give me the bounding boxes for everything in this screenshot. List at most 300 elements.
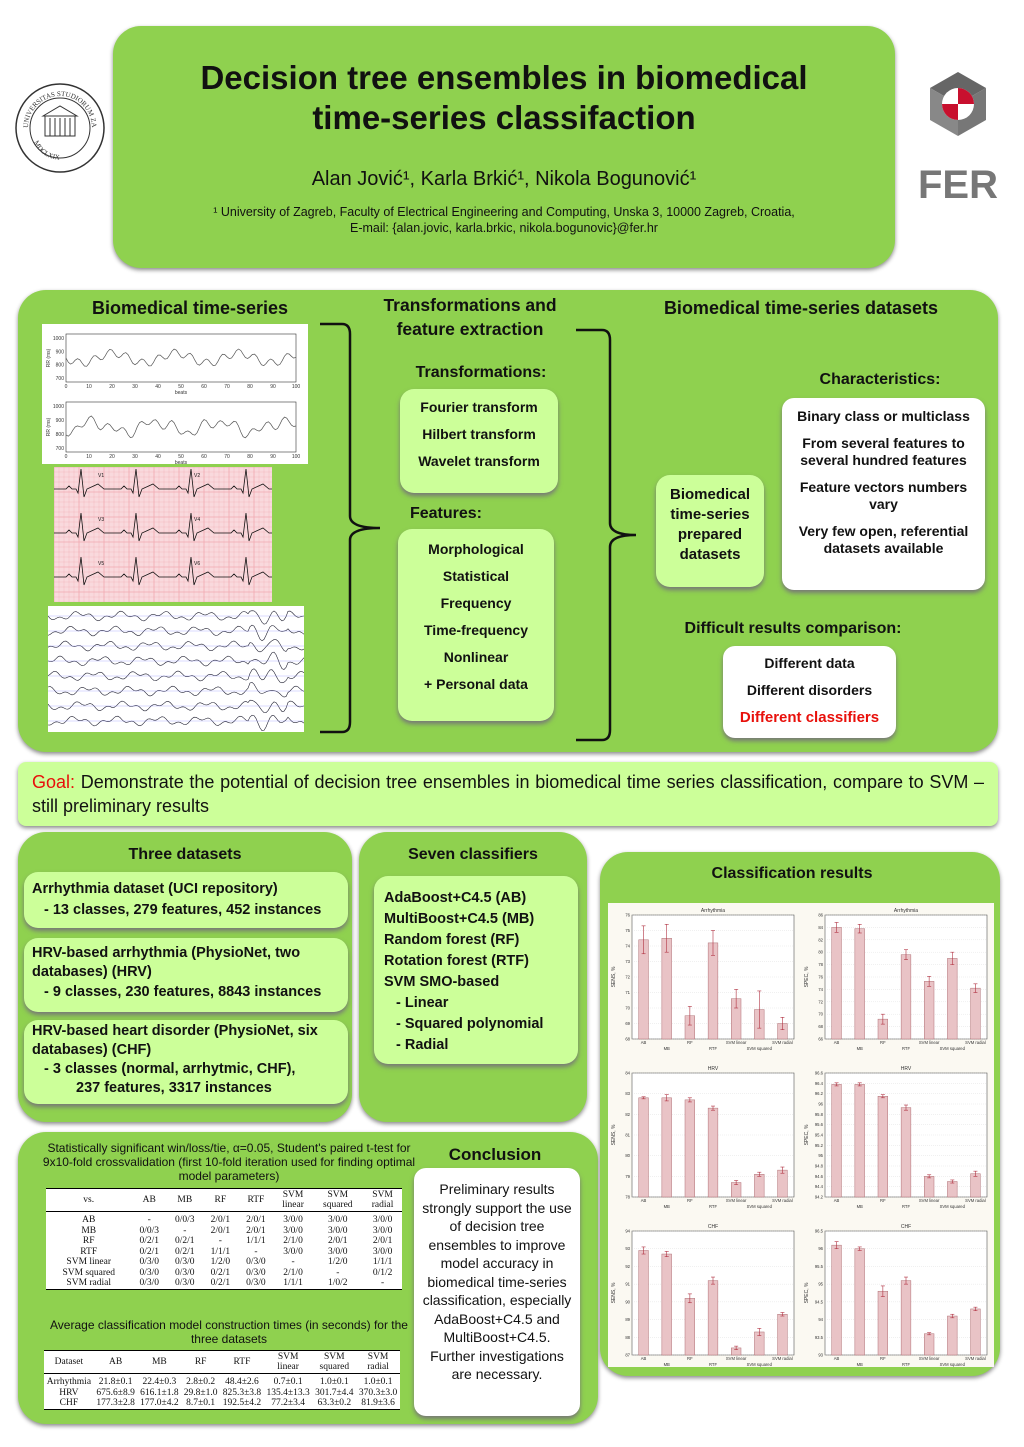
table-cell: 2/0/1 [210,1225,231,1236]
chart-bar [947,1182,957,1198]
classifier-subitem: - Linear [396,995,449,1011]
chart-ytick: 96.6 [814,1070,823,1076]
rr-xtick: 70 [224,384,230,390]
classifier-subitem: - Radial [396,1037,449,1053]
goal-banner [18,762,998,826]
eeg-trace [48,669,304,683]
chart-bar [754,1174,764,1197]
table-cell: 29.8±1.0 [183,1387,218,1398]
characteristic-item: Very few open, referential datasets available [798,523,969,556]
table-header: SVM squared [312,1189,363,1212]
chart-ytick: 88 [625,1334,630,1340]
table-cell: 1/1/1 [283,1278,303,1288]
chart-ytick: 93 [625,1246,630,1252]
results-figure [608,903,994,1367]
rr-xtick: 30 [132,384,138,390]
rr-xtick: 0 [64,454,68,460]
eeg-trace [48,611,304,625]
seal-logo [14,82,106,174]
chart-ytick: 93.5 [814,1334,823,1340]
biomedical-time-series-title: Biomedical time-series [91,298,289,318]
rr-xtick: 50 [178,454,184,460]
rr-xtick: 90 [270,454,276,460]
chart-ytick: 74 [818,986,823,992]
table-header: SVM linear [264,1351,313,1374]
chart-title: HRV [900,1066,912,1072]
table-cell: - [183,1225,187,1236]
ecg-lead-label: V5 [98,561,105,567]
table-cell: 1/1/1 [246,1236,266,1246]
table-cell: 0.7±0.1 [273,1377,303,1387]
ecg-lead-label: V1 [98,473,105,479]
table-cell: 1/1/1 [210,1246,231,1257]
chart-ytick: 68 [625,1036,630,1042]
chart-bar [832,1084,842,1197]
chart-ytick: 81 [625,1132,630,1138]
rr-ylabel: RR (ms) [46,348,52,368]
table-header: RF [181,1351,220,1374]
classifier-item: Rotation forest (RTF) [384,953,529,969]
table-cell: 0/3/0 [246,1257,266,1267]
results-chart [804,1224,987,1367]
table-row [46,1236,402,1247]
chart-xtick: MB [663,1204,670,1209]
chart-title: CHF [707,1224,719,1230]
table-row [44,1374,400,1388]
results-chart [611,1224,794,1367]
table-cell: SVM radial [66,1278,112,1288]
chart-ytick: 72 [625,974,630,980]
feature-item: Morphological [428,541,524,557]
chart-xtick: SVM squared [746,1204,772,1209]
table-cell: 81.9±3.6 [361,1398,395,1408]
chart-ytick: 96.4 [814,1080,823,1086]
table-cell: 0/2/1 [139,1236,159,1246]
table-cell: 1/0/2 [328,1278,348,1288]
rr-ylabel: RR (ms) [46,417,52,437]
table-cell: 2/0/1 [246,1225,266,1236]
table-cell: 2/1/0 [283,1267,303,1278]
chart-bar [901,1281,911,1355]
table-header: SVM squared [312,1351,356,1374]
table-cell: 3/0/0 [283,1246,303,1257]
chart-ytick: 66 [818,1036,823,1042]
chart-ytick: 95.8 [814,1111,823,1117]
chart-ytick: 80 [818,949,823,955]
ecg-trace [54,557,272,585]
chart-bar [855,1249,865,1355]
table-cell: 3/0/0 [328,1215,348,1225]
chart-ytick: 75 [625,928,630,933]
chart-xtick: SVM linear [725,1356,747,1361]
table-cell: 0/2/1 [139,1246,159,1257]
table-cell: MB [81,1225,97,1236]
chart-ytick: 80 [625,1153,630,1159]
table-header: AB [131,1189,167,1212]
chart-ylabel: SPEC, % [804,1282,810,1304]
rr-series-figure [42,324,308,464]
table-cell: 3/0/0 [328,1246,348,1257]
features-box [398,529,554,721]
table-header: RTF [220,1351,264,1374]
difference-item-highlight: Different classifiers [739,709,880,726]
chart-title: CHF [900,1224,912,1230]
chart-bar [855,1084,865,1197]
rr-xtick: 100 [291,384,301,390]
ecg-trace [54,469,272,497]
table-cell: 616.1±1.8 [140,1387,179,1398]
chart-xtick: RTF [708,1362,718,1367]
table-cell: 3/0/0 [328,1225,348,1236]
rr-ytick: 900 [55,418,64,424]
chart-xtick: SVM radial [965,1356,986,1361]
chart-ytick: 95.6 [814,1122,823,1128]
table-cell: 3/0/0 [372,1215,393,1225]
email: E-mail: {alan.jovic, karla.brkic, nikola.bogunovic}@fer.hr [350,221,658,235]
chart-ytick: 73 [625,959,630,964]
chart-xtick: SVM squared [939,1046,965,1051]
rr-xtick: 80 [247,454,253,460]
chart-xtick: AB [640,1356,647,1361]
chart-bar [662,1254,672,1355]
table-header: RTF [238,1189,274,1212]
chart-xtick: RF [687,1040,693,1045]
rr-xtick: 30 [132,454,138,460]
chart-ytick: 82 [625,1111,630,1117]
chart-xtick: RTF [901,1204,911,1209]
table-cell: 675.6±8.9 [96,1387,135,1398]
chart-xtick: SVM linear [918,1040,940,1045]
table-cell: 3/0/0 [372,1246,393,1257]
table-cell: 2.8±0.2 [186,1377,216,1387]
chart-ytick: 91 [625,1281,630,1287]
table-cell: AB [82,1215,96,1225]
datasets-title: Three datasets [128,846,242,863]
chart-bar [924,981,934,1039]
table-cell: 0/3/0 [139,1278,159,1288]
table-cell: Arrhythmia [46,1377,92,1387]
table-header: MB [167,1189,203,1212]
table-cell: 1/2/0 [210,1257,231,1267]
chart-bar [639,1098,649,1197]
table-cell: 77.2±3.4 [271,1398,305,1408]
table-header: MB [138,1351,182,1374]
table-cell: 0/3/0 [175,1257,195,1267]
chart-bar [924,1176,934,1197]
table-cell: 0/3/0 [246,1267,266,1278]
table-cell: 48.4±2.6 [225,1377,259,1387]
table-row [46,1212,402,1226]
goal-label: Goal: [32,772,76,792]
table-cell: 192.5±4.2 [222,1398,262,1408]
results-chart [611,1066,794,1209]
characteristic-item: From several features to several hundred features [800,435,967,468]
chart-bar [662,938,672,1039]
table-cell: CHF [59,1398,79,1408]
chart-xtick: SVM squared [939,1362,965,1367]
classifiers-title: Seven classifiers [408,846,538,863]
rr-xlabel: beats [174,390,188,396]
right-brace [572,326,642,744]
table-row [46,1226,402,1237]
table-cell: 8.7±0.1 [186,1398,216,1408]
chart-ytick: 95 [818,1153,823,1159]
table-row [44,1398,400,1409]
table-cell: 1/1/1 [372,1257,393,1267]
table-cell: 0/0/3 [175,1215,195,1225]
chart-bar [639,1250,649,1355]
difficult-comparison-title: Difficult results comparison: [684,620,902,637]
table-cell: 2/0/1 [210,1215,231,1225]
rr-ytick: 1000 [52,404,64,410]
chart-bar [971,1309,981,1355]
chart-ylabel: SENS, % [611,966,617,988]
chart-xtick: RF [687,1198,693,1203]
results-chart [804,1066,987,1209]
chart-xtick: SVM radial [772,1356,793,1361]
dataset-card-arrhythmia: Arrhythmia dataset (UCI repository) - 13 classes, 279 features, 452 instances [24,872,348,928]
chart-bar [778,1314,788,1355]
rr-ytick: 800 [55,362,64,369]
chart-bar [971,1174,981,1197]
rr-xtick: 60 [201,454,207,460]
chart-xtick: AB [640,1040,647,1045]
times-table [44,1351,400,1409]
left-brace [316,320,386,736]
results-chart [611,908,794,1051]
table-cell: 2/0/1 [328,1236,348,1246]
rr-ytick: 900 [55,349,64,356]
chart-title: Arrhythmia [893,908,919,914]
table-cell: 0/0/3 [139,1225,159,1236]
transformations-subtitle: Transformations: [415,364,547,381]
chart-ytick: 70 [818,1011,823,1017]
chart-xtick: SVM linear [725,1040,747,1045]
chart-bar [639,940,649,1039]
rr-xtick: 90 [270,384,276,390]
chart-ytick: 79 [625,1173,630,1179]
eeg-figure [48,606,304,732]
table-cell: 3/0/0 [372,1225,393,1236]
chart-bar [855,929,865,1039]
table-cell: 177.3±2.8 [96,1398,135,1408]
table-cell: - [147,1215,151,1225]
chart-ytick: 94.5 [814,1299,823,1305]
chart-bar [685,1298,695,1355]
table-cell: 2/0/1 [246,1215,266,1225]
table-cell: 370.3±3.0 [358,1387,398,1398]
feature-item: Statistical [442,568,510,584]
chart-title: Arrhythmia [700,908,726,914]
chart-xtick: SVM radial [965,1040,986,1045]
feature-item: Frequency [440,595,512,611]
features-subtitle: Features: [409,505,483,522]
svg-text:FER: FER [918,163,998,207]
table-cell: 21.8±0.1 [98,1377,133,1387]
rr-xtick: 70 [224,454,230,460]
chart-ytick: 72 [818,999,823,1005]
chart-xtick: RF [880,1040,886,1045]
chart-bar [878,1096,888,1197]
ecg-lead-label: V3 [98,517,105,523]
chart-ytick: 86 [818,912,823,918]
chart-ytick: 94.6 [814,1173,823,1179]
rr-plot-frame [66,334,296,382]
chart-ytick: 94 [818,1317,823,1323]
classifier-subitem: - Squared polynomial [396,1016,544,1032]
chart-xtick: RTF [901,1046,911,1051]
transforms-box [400,389,558,493]
ecg-figure [54,467,272,602]
eeg-trace [48,715,304,731]
rr-ytick: 700 [55,376,64,382]
chart-xtick: SVM radial [965,1198,986,1203]
classifiers-list [374,876,578,1064]
dataset-card-chf: HRV-based heart disorder (PhysioNet, six databases) (CHF) - 3 classes (normal, arrhytmic, CHF), 237 features, 3317 instances [24,1020,348,1104]
rr-ytick: 700 [55,446,64,452]
table-cell: 0/3/0 [139,1267,159,1278]
table-cell: 0/3/0 [175,1278,195,1288]
chart-bar [901,1108,911,1197]
chart-ytick: 76 [625,912,630,918]
chart-ylabel: SENS, % [611,1124,617,1146]
rr-xtick: 40 [155,384,161,390]
classifier-item: SVM SMO-based [384,974,500,990]
chart-ytick: 94.2 [814,1194,823,1200]
wavelet-transform: Wavelet transform [418,453,540,469]
chart-ytick: 69 [625,1021,630,1026]
rr-ytick: 800 [55,432,64,438]
chart-ytick: 78 [818,962,823,968]
chart-xtick: RF [880,1356,886,1361]
feature-item: Time-frequency [424,622,528,638]
rr-xlabel: beats [174,460,188,464]
results-title: Classification results [711,865,873,882]
table-cell: 177.0±4.2 [140,1398,179,1408]
table-cell: - [336,1267,340,1278]
rr-xtick: 60 [201,384,207,390]
chart-xtick: MB [663,1046,670,1051]
chart-ylabel: SPEC, % [804,966,810,988]
chart-bar [878,1291,888,1355]
characteristic-item: Feature vectors numbers vary [799,479,968,512]
chart-ytick: 82 [818,937,823,943]
table-cell: 63.3±0.2 [317,1398,352,1408]
chart-ytick: 96 [818,1246,823,1252]
rr-ytick: 1000 [52,336,64,342]
chart-xtick: MB [856,1204,863,1209]
table-cell: 1.0±0.1 [363,1377,393,1387]
eeg-trace [48,640,304,652]
table-cell: 0/2/1 [175,1236,195,1246]
eeg-trace [48,682,304,697]
eeg-trace [48,652,304,669]
hilbert-transform: Hilbert transform [422,426,536,442]
table-cell: HRV [59,1387,79,1398]
chart-bar [947,958,957,1039]
chart-ylabel: SENS, % [611,1282,617,1304]
ecg-lead-label: V2 [194,473,201,479]
eeg-trace [48,700,304,713]
rr-xtick: 20 [109,454,115,460]
svg-text:UNIVERSITAS STUDIORUM ZAGRABIE: UNIVERSITAS STUDIORUM ZA [21,89,99,129]
datasets-overview-title: Biomedical time-series datasets [663,298,939,318]
chart-xtick: SVM radial [772,1040,793,1045]
svg-text:MDCLXIX: MDCLXIX [32,139,61,162]
rr-xtick: 20 [109,384,115,390]
chart-xtick: SVM radial [772,1198,793,1203]
dataset-card-hrv: HRV-based arrhythmia (PhysioNet, two databases) (HRV) - 9 classes, 230 features, 8843 instances [24,938,348,1012]
table-header: AB [94,1351,138,1374]
characteristics-title: Characteristics: [819,371,941,388]
table-cell: 2/1/0 [283,1236,303,1246]
chart-xtick: SVM squared [746,1046,772,1051]
chart-xtick: MB [663,1362,670,1367]
authors: Alan Jović¹, Karla Brkić¹, Nikola Bogunović¹ [311,168,697,190]
chart-xtick: RTF [708,1204,718,1209]
table-cell: 825.3±3.8 [222,1387,262,1398]
table-cell: RF [82,1236,95,1246]
rr-xtick: 10 [86,384,92,390]
table-header: SVM radial [363,1189,402,1212]
chart-bar [708,943,718,1039]
chart-xtick: SVM linear [918,1198,940,1203]
affiliation: ¹ University of Zagreb, Faculty of Electrical Engineering and Computing, Unska 3, 10000 Zagreb, Croatia, [213,205,795,219]
table-cell: 2/0/1 [372,1236,393,1246]
times-table-wrap [44,1350,400,1410]
table-cell: SVM squared [62,1267,115,1278]
chart-xtick: RTF [708,1046,718,1051]
fer-logo [910,68,1006,208]
chart-ytick: 95.2 [814,1142,823,1148]
table-cell: 301.7±4.4 [315,1387,354,1398]
chart-ytick: 90 [625,1299,630,1305]
chart-ytick: 84 [818,924,823,930]
characteristic-item: Binary class or multiclass [797,408,970,424]
prepared-datasets-box: Biomedical time-series prepared datasets [656,475,764,587]
chart-ytick: 89 [625,1317,630,1323]
chart-ytick: 74 [625,943,630,949]
feature-item: + Personal data [424,676,528,692]
chart-bar [901,955,911,1039]
chart-ytick: 70 [625,1005,630,1011]
table-cell: 0/3/0 [175,1267,195,1278]
stats-table [46,1189,402,1289]
chart-bar [778,1170,788,1197]
stats-table-wrap [46,1188,402,1290]
chart-xtick: RF [687,1356,693,1361]
chart-xtick: AB [833,1198,840,1203]
chart-xtick: AB [640,1198,647,1203]
table-cell: - [291,1257,295,1267]
chart-ytick: 96.5 [814,1228,823,1234]
chart-ytick: 95.4 [814,1132,823,1138]
chart-bar [832,1245,842,1355]
difficult-comparison-box [723,646,896,738]
classifier-item: Random forest (RF) [384,932,520,948]
table-cell: 0/2/1 [210,1267,231,1278]
poster-title: Decision tree ensembles in biomedical time-series classifaction [200,59,808,136]
chart-bar [971,988,981,1039]
classifier-item: AdaBoost+C4.5 (AB) [384,890,527,906]
table-header: Dataset [44,1351,94,1374]
chart-ytick: 96.2 [814,1091,823,1097]
table-cell: 22.4±0.3 [142,1377,177,1387]
chart-ylabel: SPEC, % [804,1124,810,1146]
chart-xtick: SVM squared [939,1204,965,1209]
eeg-trace [48,625,304,641]
chart-ytick: 84 [625,1070,630,1076]
